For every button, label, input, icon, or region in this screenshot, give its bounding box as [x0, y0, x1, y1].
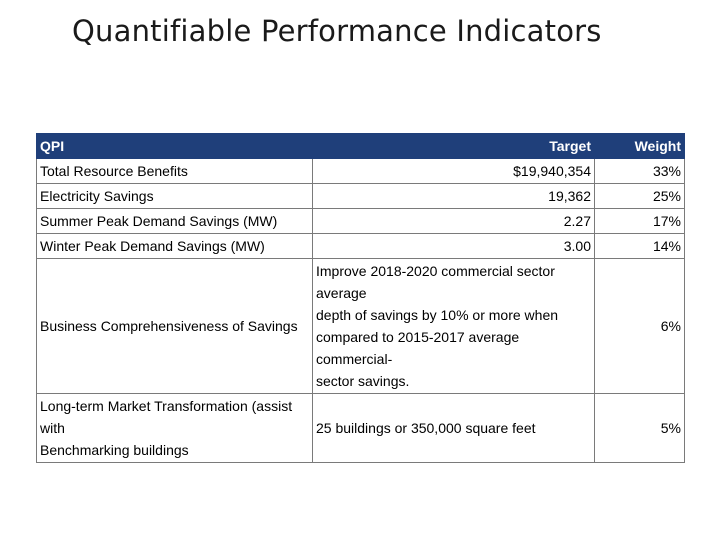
cell-qpi: Total Resource Benefits	[37, 159, 313, 184]
header-qpi: QPI	[37, 134, 313, 159]
cell-qpi: Business Comprehensiveness of Savings	[37, 259, 313, 394]
cell-target	[313, 259, 595, 394]
cell-target: 3.00	[313, 234, 595, 259]
cell-target: 25 buildings or 350,000 square feet	[313, 394, 595, 463]
qpi-line: Benchmarking buildings	[40, 442, 189, 458]
cell-qpi: Winter Peak Demand Savings (MW)	[37, 234, 313, 259]
cell-weight: 17%	[595, 209, 685, 234]
table-row	[37, 234, 685, 259]
header-target: Target	[313, 134, 595, 159]
cell-weight: 5%	[595, 394, 685, 463]
cell-target: 19,362	[313, 184, 595, 209]
target-line: sector savings.	[316, 373, 410, 389]
cell-qpi: Electricity Savings	[37, 184, 313, 209]
table-row	[37, 394, 685, 463]
table-row	[37, 184, 685, 209]
cell-target: $19,940,354	[313, 159, 595, 184]
cell-qpi: Summer Peak Demand Savings (MW)	[37, 209, 313, 234]
qpi-table	[36, 133, 685, 463]
cell-target: 2.27	[313, 209, 595, 234]
slide-title: Quantifiable Performance Indicators	[72, 14, 602, 48]
table-row	[37, 259, 685, 394]
table-header-row	[37, 134, 685, 159]
target-line: compared to 2015-2017 average commercial-	[316, 329, 520, 367]
target-line: Improve 2018-2020 commercial sector average	[316, 263, 555, 301]
header-weight: Weight	[595, 134, 685, 159]
cell-weight: 6%	[595, 259, 685, 394]
table-row	[37, 159, 685, 184]
qpi-line: Long-term Market Transformation (assist with	[40, 398, 293, 436]
cell-qpi	[37, 394, 313, 463]
target-line: depth of savings by 10% or more when	[316, 307, 559, 323]
cell-weight: 25%	[595, 184, 685, 209]
cell-weight: 14%	[595, 234, 685, 259]
cell-weight: 33%	[595, 159, 685, 184]
table-row	[37, 209, 685, 234]
